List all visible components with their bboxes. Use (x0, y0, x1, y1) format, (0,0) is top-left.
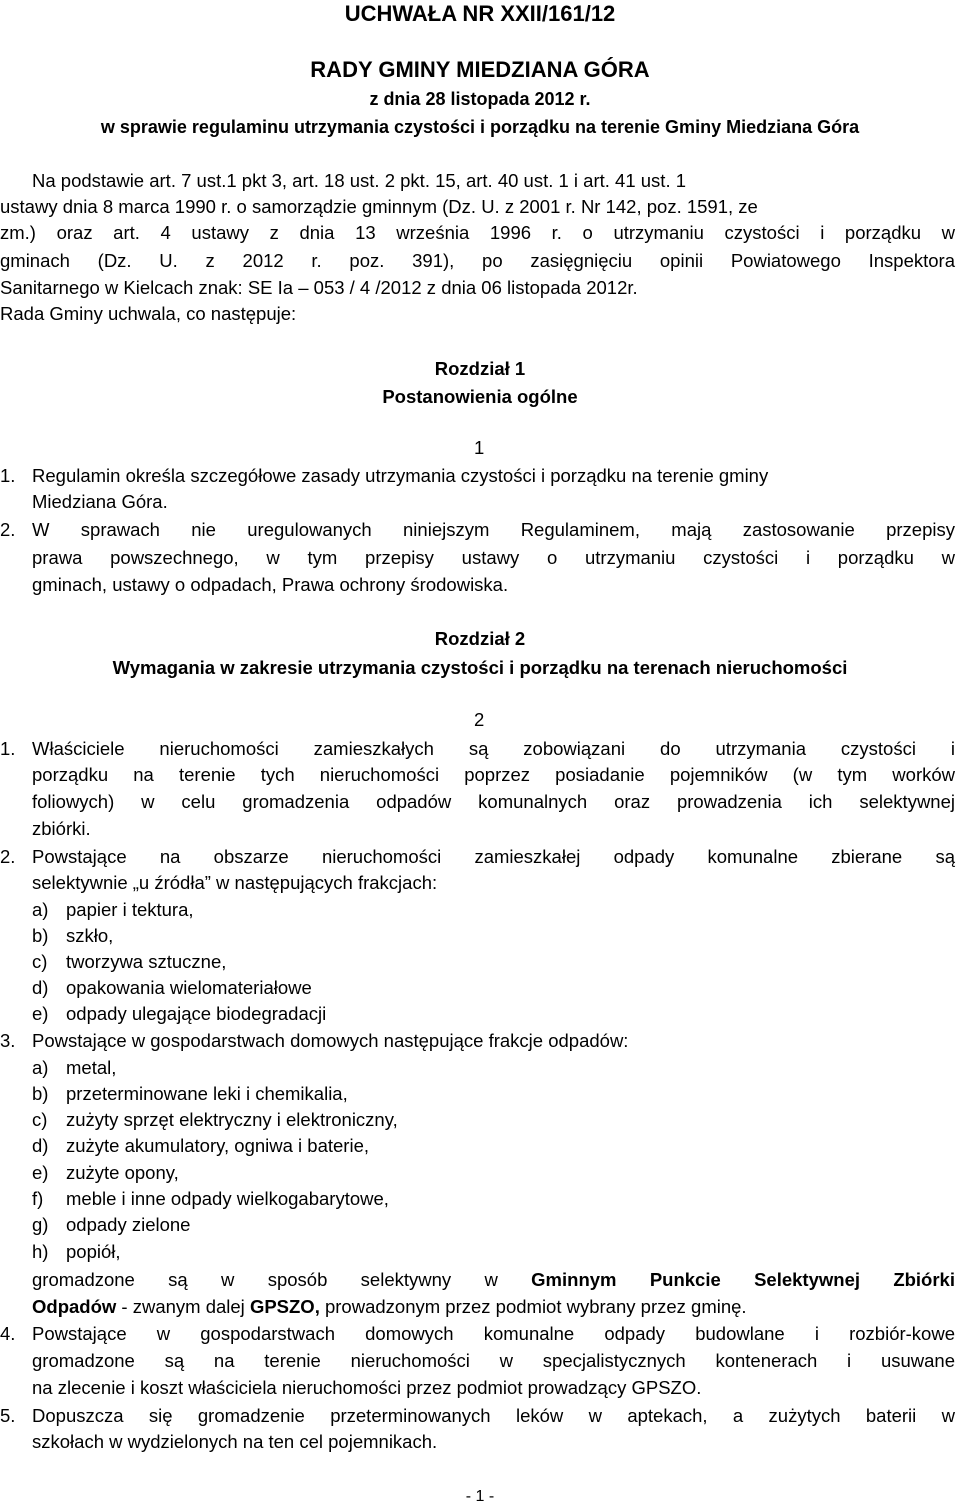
paragraph-line: na zlecenie i koszt właściciela nieruchomości przez podmiot prowadzący GPSZO. (32, 1377, 702, 1398)
paragraph-line: Właściciele nieruchomości zamieszkałych są zobowiązani do utrzymania czystości i (32, 738, 955, 759)
paragraph-line: Miedziana Góra. (32, 491, 168, 512)
paragraph-number: 1. (0, 465, 16, 486)
list-item (32, 976, 312, 1000)
list-item (32, 1082, 348, 1106)
preamble-line: zm.) oraz art. 4 ustawy z dnia 13 września 1996 r. o utrzymaniu czystości i porządku w (0, 222, 955, 243)
list-marker: e) (32, 1003, 49, 1024)
chapter-1-heading: Rozdział 1 (434, 358, 526, 379)
list-marker: b) (32, 925, 49, 946)
text-run: prowadzonym przez podmiot wybrany przez gminę. (319, 1296, 747, 1317)
section-2-mark: 2 (474, 709, 485, 730)
resolution-subject: w sprawie regulaminu utrzymania czystości i porządku na terenie Gminy Miedziana Góra (100, 117, 860, 137)
list-item (32, 924, 113, 948)
list-item-text: szkło, (66, 925, 114, 946)
list-item (32, 1213, 190, 1237)
paragraph-number: 3. (0, 1030, 16, 1051)
paragraph-line: W sprawach nie uregulowanych niniejszym Regulaminem, mają zastosowanie przepisy (32, 519, 955, 540)
list-item-text: zużyty sprzęt elektryczny i elektroniczny, (66, 1109, 398, 1130)
preamble-line: Na podstawie art. 7 ust.1 pkt 3, art. 18 ust. 2 pkt. 15, art. 40 ust. 1 i art. 41 ust. 1 (32, 170, 687, 191)
paragraph-number: 2. (0, 519, 16, 540)
list-item-text: meble i inne odpady wielkogabarytowe, (66, 1188, 389, 1209)
list-marker: b) (32, 1083, 49, 1104)
list-item (32, 1187, 389, 1211)
list-item (32, 1134, 369, 1158)
list-marker: e) (32, 1162, 49, 1183)
chapter-2-title: Wymagania w zakresie utrzymania czystości i porządku na terenach nieruchomości (112, 657, 848, 678)
text-run-bold: GPSZO, (249, 1296, 320, 1317)
paragraph-number: 2. (0, 846, 16, 867)
chapter-1-title: Postanowienia ogólne (382, 386, 578, 407)
list-marker: g) (32, 1214, 49, 1235)
list-marker: f) (32, 1188, 44, 1209)
list-marker: a) (32, 899, 49, 920)
list-item-text: odpady ulegające biodegradacji (66, 1003, 327, 1024)
list-item (32, 950, 226, 974)
list-item-text: opakowania wielomateriałowe (66, 977, 312, 998)
list-marker: c) (32, 951, 48, 972)
paragraph-line: Dopuszcza się gromadzenie przeterminowanych leków w aptekach, a zużytych baterii w (32, 1405, 955, 1426)
paragraph-line: foliowych) w celu gromadzenia odpadów komunalnych oraz prowadzenia ich selektywnej (32, 791, 955, 812)
list-item-text: metal, (66, 1057, 117, 1078)
paragraph-line: gminach, ustawy o odpadach, Prawa ochrony środowiska. (32, 574, 509, 595)
chapter-2-heading: Rozdział 2 (434, 628, 526, 649)
text-run: gromadzone są w sposób selektywny w (32, 1269, 532, 1290)
list-item (32, 1240, 121, 1264)
preamble-line: gminach (Dz. U. z 2012 r. poz. 391), po zasięgnięciu opinii Powiatowego Inspektora (0, 250, 955, 271)
preamble-line: Sanitarnego w Kielcach znak: SE Ia – 053 / 4 /2012 z dnia 06 listopada 2012r. (0, 277, 638, 298)
paragraph-line: Powstające na obszarze nieruchomości zamieszkałej odpady komunalne zbierane są (32, 846, 955, 867)
paragraph-line (32, 1268, 955, 1292)
paragraph-line (32, 1295, 747, 1319)
paragraph-line: zbiórki. (32, 818, 91, 839)
list-item-text: odpady zielone (66, 1214, 191, 1235)
list-item-text: popiół, (66, 1241, 121, 1262)
resolution-date: z dnia 28 listopada 2012 r. (369, 89, 591, 109)
list-item (32, 898, 194, 922)
council-name: RADY GMINY MIEDZIANA GÓRA (310, 57, 650, 82)
preamble-line: ustawy dnia 8 marca 1990 r. o samorządzie gminnym (Dz. U. z 2001 r. Nr 142, poz. 1591, ze (0, 196, 758, 217)
list-item-text: przeterminowane leki i chemikalia, (66, 1083, 348, 1104)
text-run-bold: Gminnym Punkcie Selektywnej Zbiórki (531, 1269, 955, 1290)
paragraph-line: gromadzone są na terenie nieruchomości w specjalistycznych kontenerach i usuwane (32, 1350, 955, 1371)
paragraph-number: 5. (0, 1405, 16, 1426)
resolution-number: UCHWAŁA NR XXII/161/12 (344, 1, 616, 26)
list-marker: c) (32, 1109, 48, 1130)
list-item-text: tworzywa sztuczne, (66, 951, 227, 972)
preamble-line: Rada Gminy uchwala, co następuje: (0, 303, 297, 324)
paragraph-line: szkołach w wydzielonych na ten cel pojemnikach. (32, 1431, 438, 1452)
text-run-bold: Odpadów (32, 1296, 117, 1317)
list-marker: d) (32, 977, 49, 998)
text-run: - zwanym dalej (116, 1296, 250, 1317)
list-item (32, 1002, 326, 1026)
list-item-text: zużyte opony, (66, 1162, 179, 1183)
list-item (32, 1056, 116, 1080)
list-item-text: papier i tektura, (66, 899, 194, 920)
paragraph-line: porządku na terenie tych nieruchomości poprzez posiadanie pojemników (w tym worków (32, 764, 955, 785)
section-1-mark: 1 (474, 437, 485, 458)
paragraph-line: Regulamin określa szczegółowe zasady utrzymania czystości i porządku na terenie gminy (32, 465, 769, 486)
paragraph-line: selektywnie „u źródła” w następujących frakcjach: (32, 872, 438, 893)
list-marker: d) (32, 1135, 49, 1156)
page-number: - 1 - (465, 1488, 495, 1505)
list-item (32, 1161, 179, 1185)
paragraph-line: Powstające w gospodarstwach domowych następujące frakcje odpadów: (32, 1030, 629, 1051)
list-marker: h) (32, 1241, 49, 1262)
paragraph-line: Powstające w gospodarstwach domowych komunalne odpady budowlane i rozbiór-kowe (32, 1323, 955, 1344)
list-item (32, 1108, 398, 1132)
paragraph-number: 4. (0, 1323, 16, 1344)
paragraph-line: prawa powszechnego, w tym przepisy ustawy o utrzymaniu czystości i porządku w (32, 547, 955, 568)
paragraph-number: 1. (0, 738, 16, 759)
list-marker: a) (32, 1057, 49, 1078)
list-item-text: zużyte akumulatory, ogniwa i baterie, (66, 1135, 370, 1156)
